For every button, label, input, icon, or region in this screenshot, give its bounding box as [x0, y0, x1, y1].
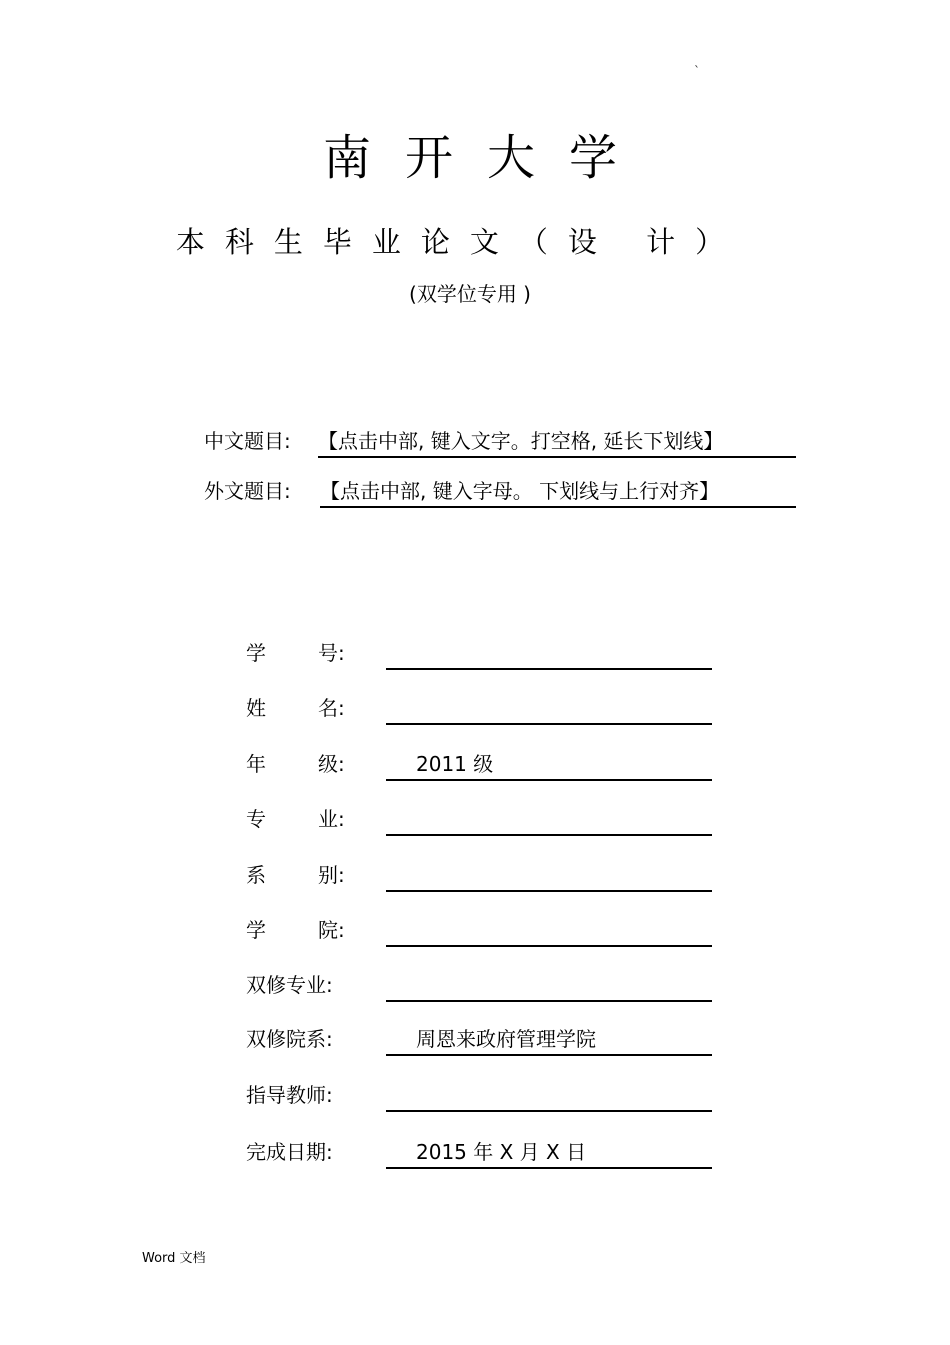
- completion-date-field[interactable]: [386, 1135, 712, 1169]
- completion-date-row: [246, 1135, 716, 1169]
- grade-row: [246, 747, 716, 781]
- advisor-field[interactable]: [386, 1078, 712, 1112]
- double-degree-note: (双学位专用 ): [409, 282, 531, 306]
- grade-label-b: 级:: [318, 752, 345, 776]
- advisor-row: [246, 1078, 716, 1112]
- name-field[interactable]: [386, 691, 712, 725]
- double-department-value: 周恩来政府管理学院: [416, 1027, 596, 1051]
- completion-date-value: 2015 年 X 月 X 日: [416, 1140, 587, 1164]
- student-id-label-a: 学: [246, 641, 266, 665]
- major-label-a: 专: [246, 807, 266, 831]
- name-label-a: 姓: [246, 696, 266, 720]
- double-major-row: [246, 968, 716, 1002]
- grade-label-a: 年: [246, 752, 266, 776]
- thesis-subtitle: 本科生毕业论文（设 计）: [175, 225, 745, 259]
- grade-field[interactable]: [386, 747, 712, 781]
- double-major-label: 双修专业:: [246, 973, 333, 997]
- completion-date-label: 完成日期:: [246, 1140, 333, 1164]
- major-row: [246, 802, 716, 836]
- major-field[interactable]: [386, 802, 712, 836]
- double-department-field[interactable]: [386, 1022, 712, 1056]
- college-label-a: 学: [246, 918, 266, 942]
- name-label-b: 名:: [318, 696, 345, 720]
- college-label-b: 院:: [318, 918, 345, 942]
- grade-value: 2011 级: [416, 752, 494, 776]
- department-label-b: 别:: [318, 863, 345, 887]
- college-row: [246, 913, 716, 947]
- name-row: [246, 691, 716, 725]
- department-row: [246, 858, 716, 892]
- advisor-label: 指导教师:: [246, 1083, 333, 1107]
- foreign-title-label: 外文题目:: [204, 479, 291, 503]
- corner-mark: `: [694, 64, 700, 78]
- university-title: 南开大学: [322, 130, 651, 186]
- college-field[interactable]: [386, 913, 712, 947]
- double-department-label: 双修院系:: [246, 1027, 333, 1051]
- chinese-title-field[interactable]: 【点击中部, 键入文字。打空格, 延长下划线】: [318, 426, 796, 458]
- double-major-field[interactable]: [386, 968, 712, 1002]
- student-id-label-b: 号:: [318, 641, 345, 665]
- major-label-b: 业:: [318, 807, 345, 831]
- double-department-row: [246, 1022, 716, 1056]
- student-id-row: [246, 636, 716, 670]
- department-label-a: 系: [246, 863, 266, 887]
- chinese-title-label: 中文题目:: [204, 429, 291, 453]
- department-field[interactable]: [386, 858, 712, 892]
- student-id-field[interactable]: [386, 636, 712, 670]
- footer-mark: Word 文档: [142, 1251, 206, 1266]
- foreign-title-field[interactable]: 【点击中部, 键入字母。 下划线与上行对齐】: [320, 476, 796, 508]
